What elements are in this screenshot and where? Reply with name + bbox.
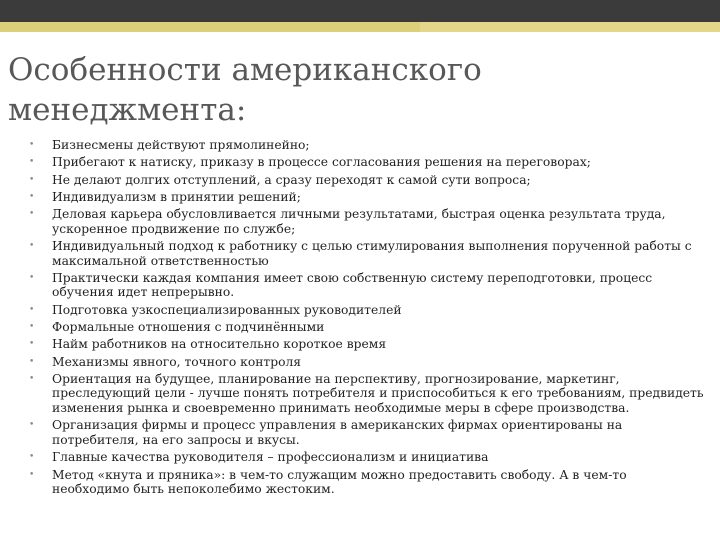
- accent-stripe-right: [420, 22, 720, 32]
- bullet-icon: •: [29, 304, 35, 315]
- list-item-text: Формальные отношения с подчинёнными: [52, 320, 325, 335]
- bullet-icon: •: [29, 420, 35, 431]
- bullet-icon: •: [29, 140, 35, 150]
- list-item: [24, 468, 704, 497]
- list-item: [24, 320, 704, 335]
- bullet-icon: •: [29, 373, 35, 384]
- list-item-text: Организация фирмы и процесс управления в американских фирмах ориентированы на потребителя, на его запросы и вкусы.: [52, 418, 623, 447]
- list-item: [24, 173, 704, 188]
- list-item-text: Индивидуализм в принятии решений;: [52, 189, 301, 204]
- bullet-icon: •: [29, 356, 35, 367]
- list-item-text: Метод «кнута и пряника»: в чем-то служащим можно предоставить свободу. А в чем-то необходимо быть непоколебимо жестоким.: [52, 467, 627, 497]
- list-item-text: Найм работников на относительно короткое время: [52, 337, 387, 352]
- top-dark-bar: [0, 0, 720, 22]
- bullet-icon: •: [29, 174, 35, 185]
- list-item: [24, 450, 704, 465]
- bullet-icon: •: [29, 191, 35, 202]
- list-item: [24, 355, 704, 370]
- bullet-list: [24, 138, 704, 499]
- title-line-1: Особенности американского: [8, 52, 482, 88]
- list-item-text: Практически каждая компания имеет свою собственную систему переподготовки, процесс обучения идет непрерывно.: [52, 270, 653, 300]
- title-line-2: менеджмента:: [8, 92, 247, 128]
- list-item: [24, 155, 704, 170]
- bullet-icon: •: [29, 241, 35, 251]
- bullet-icon: •: [29, 209, 35, 220]
- list-item: [24, 207, 704, 236]
- bullet-icon: •: [29, 157, 35, 168]
- list-item-text: Деловая карьера обусловливается личными результатами, быстрая оценка результата труда, ускоренное продвижение по службе;: [52, 207, 666, 236]
- bullet-icon: •: [29, 272, 35, 283]
- list-item: [24, 271, 704, 300]
- list-item-text: Ориентация на будущее, планирование на перспективу, прогнозирование, маркетинг, преследующий цели - лучше понять потребителя и приспособиться к его требованиям, предвидеть изменения рынка и своевременно принимать необходимые меры в сфере производства.: [52, 371, 704, 416]
- list-item: [24, 337, 704, 352]
- list-item: [24, 372, 704, 416]
- bullet-icon: •: [29, 322, 35, 333]
- list-item: [24, 418, 704, 447]
- list-item-text: Главные качества руководителя – профессионализм и инициатива: [52, 450, 489, 465]
- bullet-icon: •: [29, 469, 35, 480]
- list-item-text: Подготовка узкоспециализированных руководителей: [52, 302, 402, 317]
- list-item-text: Индивидуальный подход к работнику с целью стимулирования выполнения порученной работы с максимальной ответственностью: [52, 239, 692, 268]
- list-item: [24, 239, 704, 268]
- list-item-text: Не делают долгих отступлений, а сразу переходят к самой сути вопроса;: [52, 172, 531, 187]
- slide-title: [8, 50, 698, 130]
- bullet-icon: •: [29, 452, 35, 463]
- list-item-text: Бизнесмены действуют прямолинейно;: [52, 138, 310, 152]
- list-item: [24, 190, 704, 205]
- bullet-icon: •: [29, 339, 35, 350]
- list-item-text: Прибегают к натиску, приказу в процессе согласования решения на переговорах;: [52, 155, 591, 170]
- list-item: [24, 138, 704, 153]
- list-item: [24, 303, 704, 318]
- list-item-text: Механизмы явного, точного контроля: [52, 354, 302, 369]
